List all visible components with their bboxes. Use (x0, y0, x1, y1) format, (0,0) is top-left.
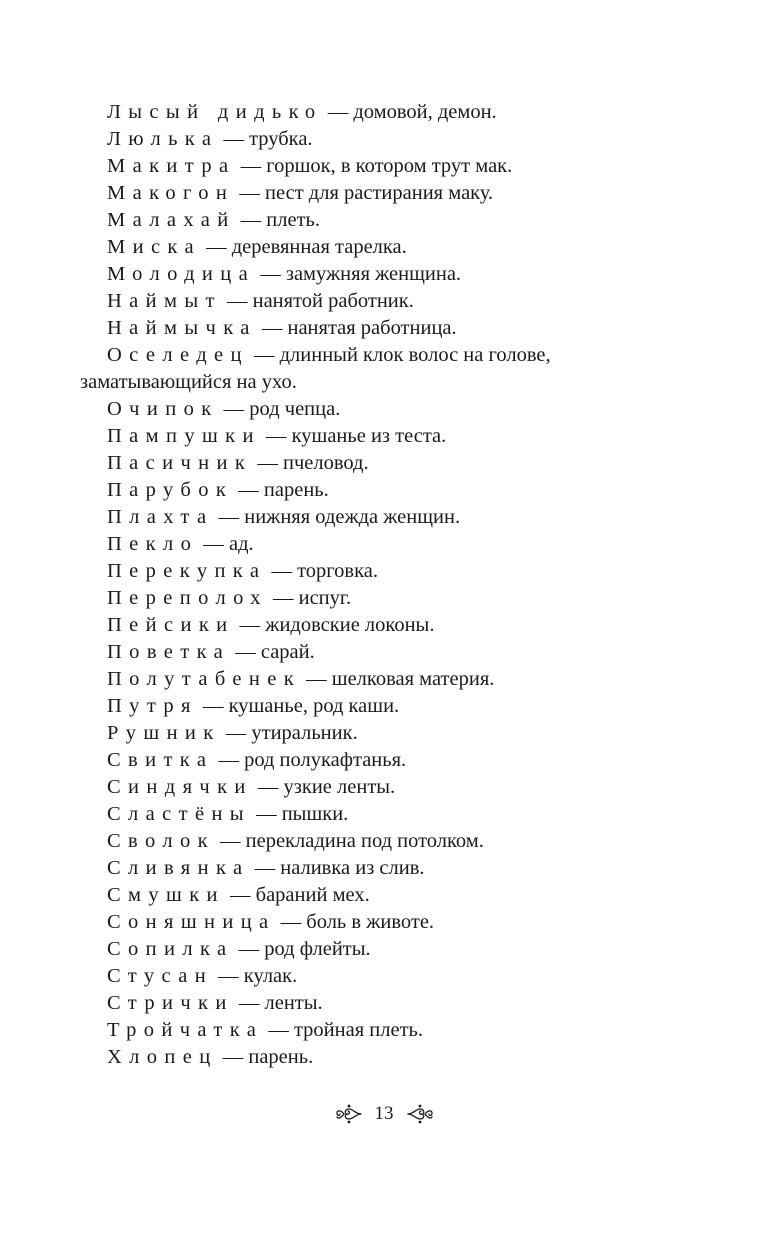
glossary-entry (80, 936, 640, 963)
glossary-entry (80, 612, 640, 639)
dash-separator: — (233, 479, 264, 501)
dash-separator: — (266, 560, 298, 582)
glossary-definition: торговка. (297, 560, 378, 582)
glossary-term: Тройчатка (107, 1019, 264, 1041)
glossary-entry (80, 774, 640, 801)
glossary-term: Парубок (107, 479, 234, 501)
glossary-term: Пейсики (107, 614, 235, 636)
glossary-definition: кушанье из теста. (291, 425, 447, 447)
glossary-term: Поветка (107, 641, 231, 663)
glossary-definition: домовой, демон. (353, 101, 497, 123)
glossary-definition: нижняя одежда женщин. (244, 506, 461, 528)
dash-separator: — (256, 317, 288, 339)
glossary-entry (80, 423, 640, 450)
glossary-term: Стусан (107, 965, 214, 987)
glossary-entry (80, 747, 640, 774)
glossary-entry (80, 909, 640, 936)
dash-separator: — (248, 344, 280, 366)
glossary-term: Молодица (107, 263, 256, 285)
glossary-term: Соняшница (107, 911, 276, 933)
glossary-definition: длинный клок волос на голове, заматывающийся на ухо. (80, 344, 551, 393)
glossary-definition: сарай. (260, 641, 315, 663)
dash-separator: — (198, 533, 229, 555)
glossary-entry (80, 1017, 640, 1044)
glossary-entry (80, 99, 640, 126)
glossary-term: Стрички (107, 992, 234, 1014)
glossary-entry (80, 504, 640, 531)
dash-separator: — (213, 749, 245, 771)
glossary-definition: пест для растирания маку. (265, 182, 494, 204)
page-footer (0, 1101, 768, 1127)
glossary-entry (80, 396, 640, 423)
glossary-term: Пекло (107, 533, 199, 555)
dash-separator: — (234, 182, 266, 204)
glossary-entry (80, 315, 640, 342)
glossary-term: Пасичник (107, 452, 253, 474)
glossary-term: Полутабенек (107, 668, 302, 690)
glossary-term: Пампушки (107, 425, 261, 447)
dash-separator: — (233, 938, 265, 960)
glossary-term: Наймычка (107, 317, 257, 339)
glossary-definition: ад. (229, 533, 254, 555)
glossary-definition: кулак. (243, 965, 298, 987)
glossary-term: Переполох (107, 587, 268, 609)
glossary-term: Сволок (107, 830, 215, 852)
glossary-definition: парень. (263, 479, 329, 501)
glossary-definition: наливка из слив. (280, 857, 425, 879)
glossary-entry (80, 585, 640, 612)
glossary-entry (80, 990, 640, 1017)
glossary-definition: бараний мех. (255, 884, 370, 906)
glossary-definition: пчеловод. (282, 452, 369, 474)
page-number: 13 (374, 1103, 394, 1124)
dash-separator: — (220, 722, 252, 744)
dash-separator: — (234, 614, 266, 636)
glossary-term: Сливянка (107, 857, 250, 879)
dash-separator: — (214, 830, 246, 852)
dash-separator: — (224, 884, 256, 906)
glossary-term: Хлопец (107, 1046, 218, 1068)
glossary-entry (80, 207, 640, 234)
glossary-term: Смушки (107, 884, 225, 906)
dash-separator: — (218, 128, 250, 150)
glossary-entry (80, 963, 640, 990)
dash-separator: — (252, 452, 283, 474)
glossary-entry (80, 180, 640, 207)
dash-separator: — (301, 668, 332, 690)
glossary-definition: трубка. (249, 128, 313, 150)
glossary-definition: жидовские локоны. (265, 614, 435, 636)
glossary-entry (80, 450, 640, 477)
glossary-term: Оселедец (107, 344, 249, 366)
dash-separator: — (263, 1019, 294, 1041)
dash-separator: — (217, 1046, 249, 1068)
glossary-term: Рушник (107, 722, 221, 744)
dash-separator: — (213, 965, 244, 987)
glossary-entry (80, 855, 640, 882)
glossary-entry (80, 882, 640, 909)
dash-separator: — (252, 776, 284, 798)
dash-separator: — (197, 695, 229, 717)
glossary-term: Миска (107, 236, 201, 258)
glossary-entry (80, 1044, 640, 1071)
glossary-entry (80, 153, 640, 180)
glossary-entry (80, 666, 640, 693)
dash-separator: — (200, 236, 232, 258)
glossary-entry (80, 261, 640, 288)
glossary-definition: парень. (248, 1046, 314, 1068)
glossary-definition: плеть. (266, 209, 321, 231)
glossary-term: Наймыт (107, 290, 222, 312)
glossary-definition: кушанье, род каши. (228, 695, 400, 717)
glossary-definition: деревянная тарелка. (231, 236, 407, 258)
glossary-definition: пышки. (281, 803, 349, 825)
glossary-term: Перекупка (107, 560, 267, 582)
glossary-definition: боль в животе. (306, 911, 435, 933)
glossary-term: Свитка (107, 749, 214, 771)
glossary-entry (80, 234, 640, 261)
dash-separator: — (267, 587, 299, 609)
glossary-term: Синдячки (107, 776, 253, 798)
dash-separator: — (250, 803, 282, 825)
dash-separator: — (249, 857, 281, 879)
glossary-entry (80, 288, 640, 315)
glossary-term: Сопилка (107, 938, 234, 960)
glossary-term: Макогон (107, 182, 235, 204)
glossary-entry (80, 558, 640, 585)
glossary-entry (80, 828, 640, 855)
glossary-term: Сластёны (107, 803, 251, 825)
dash-separator: — (322, 101, 354, 123)
glossary-term: Лысый дидько (107, 101, 323, 123)
glossary-term: Плахта (107, 506, 214, 528)
dash-separator: — (221, 290, 253, 312)
dash-separator: — (230, 641, 261, 663)
glossary-definition: узкие ленты. (283, 776, 396, 798)
glossary-term: Люлька (107, 128, 219, 150)
glossary-definition: тройная плеть. (293, 1019, 424, 1041)
glossary-list (80, 99, 640, 1071)
glossary-definition: перекладина под потолком. (245, 830, 484, 852)
glossary-term: Путря (107, 695, 198, 717)
flourish-right-icon (406, 1103, 434, 1125)
glossary-term: Макитра (107, 155, 236, 177)
dash-separator: — (235, 209, 267, 231)
glossary-entry (80, 801, 640, 828)
glossary-definition: нанятой работник. (252, 290, 414, 312)
dash-separator: — (218, 398, 250, 420)
glossary-definition: род чепца. (249, 398, 341, 420)
glossary-entry (80, 720, 640, 747)
dash-separator: — (233, 992, 265, 1014)
flourish-left-icon (335, 1103, 363, 1125)
glossary-definition: род флейты. (264, 938, 371, 960)
dash-separator: — (275, 911, 307, 933)
glossary-definition: нанятая работница. (287, 317, 457, 339)
glossary-definition: шелковая материя. (331, 668, 495, 690)
dash-separator: — (235, 155, 267, 177)
glossary-entry (80, 477, 640, 504)
glossary-term: Малахай (107, 209, 236, 231)
dash-separator: — (260, 425, 292, 447)
glossary-definition: испуг. (298, 587, 352, 609)
glossary-definition: замужняя женщина. (285, 263, 462, 285)
glossary-term: Очипок (107, 398, 219, 420)
glossary-definition: горшок, в котором трут мак. (266, 155, 513, 177)
glossary-entry (80, 639, 640, 666)
glossary-entry (80, 342, 640, 396)
dash-separator: — (255, 263, 286, 285)
glossary-entry (80, 126, 640, 153)
glossary-entry (80, 693, 640, 720)
dash-separator: — (213, 506, 245, 528)
glossary-definition: род полукафтанья. (244, 749, 407, 771)
glossary-definition: ленты. (264, 992, 323, 1014)
glossary-definition: утиральник. (251, 722, 358, 744)
glossary-entry (80, 531, 640, 558)
